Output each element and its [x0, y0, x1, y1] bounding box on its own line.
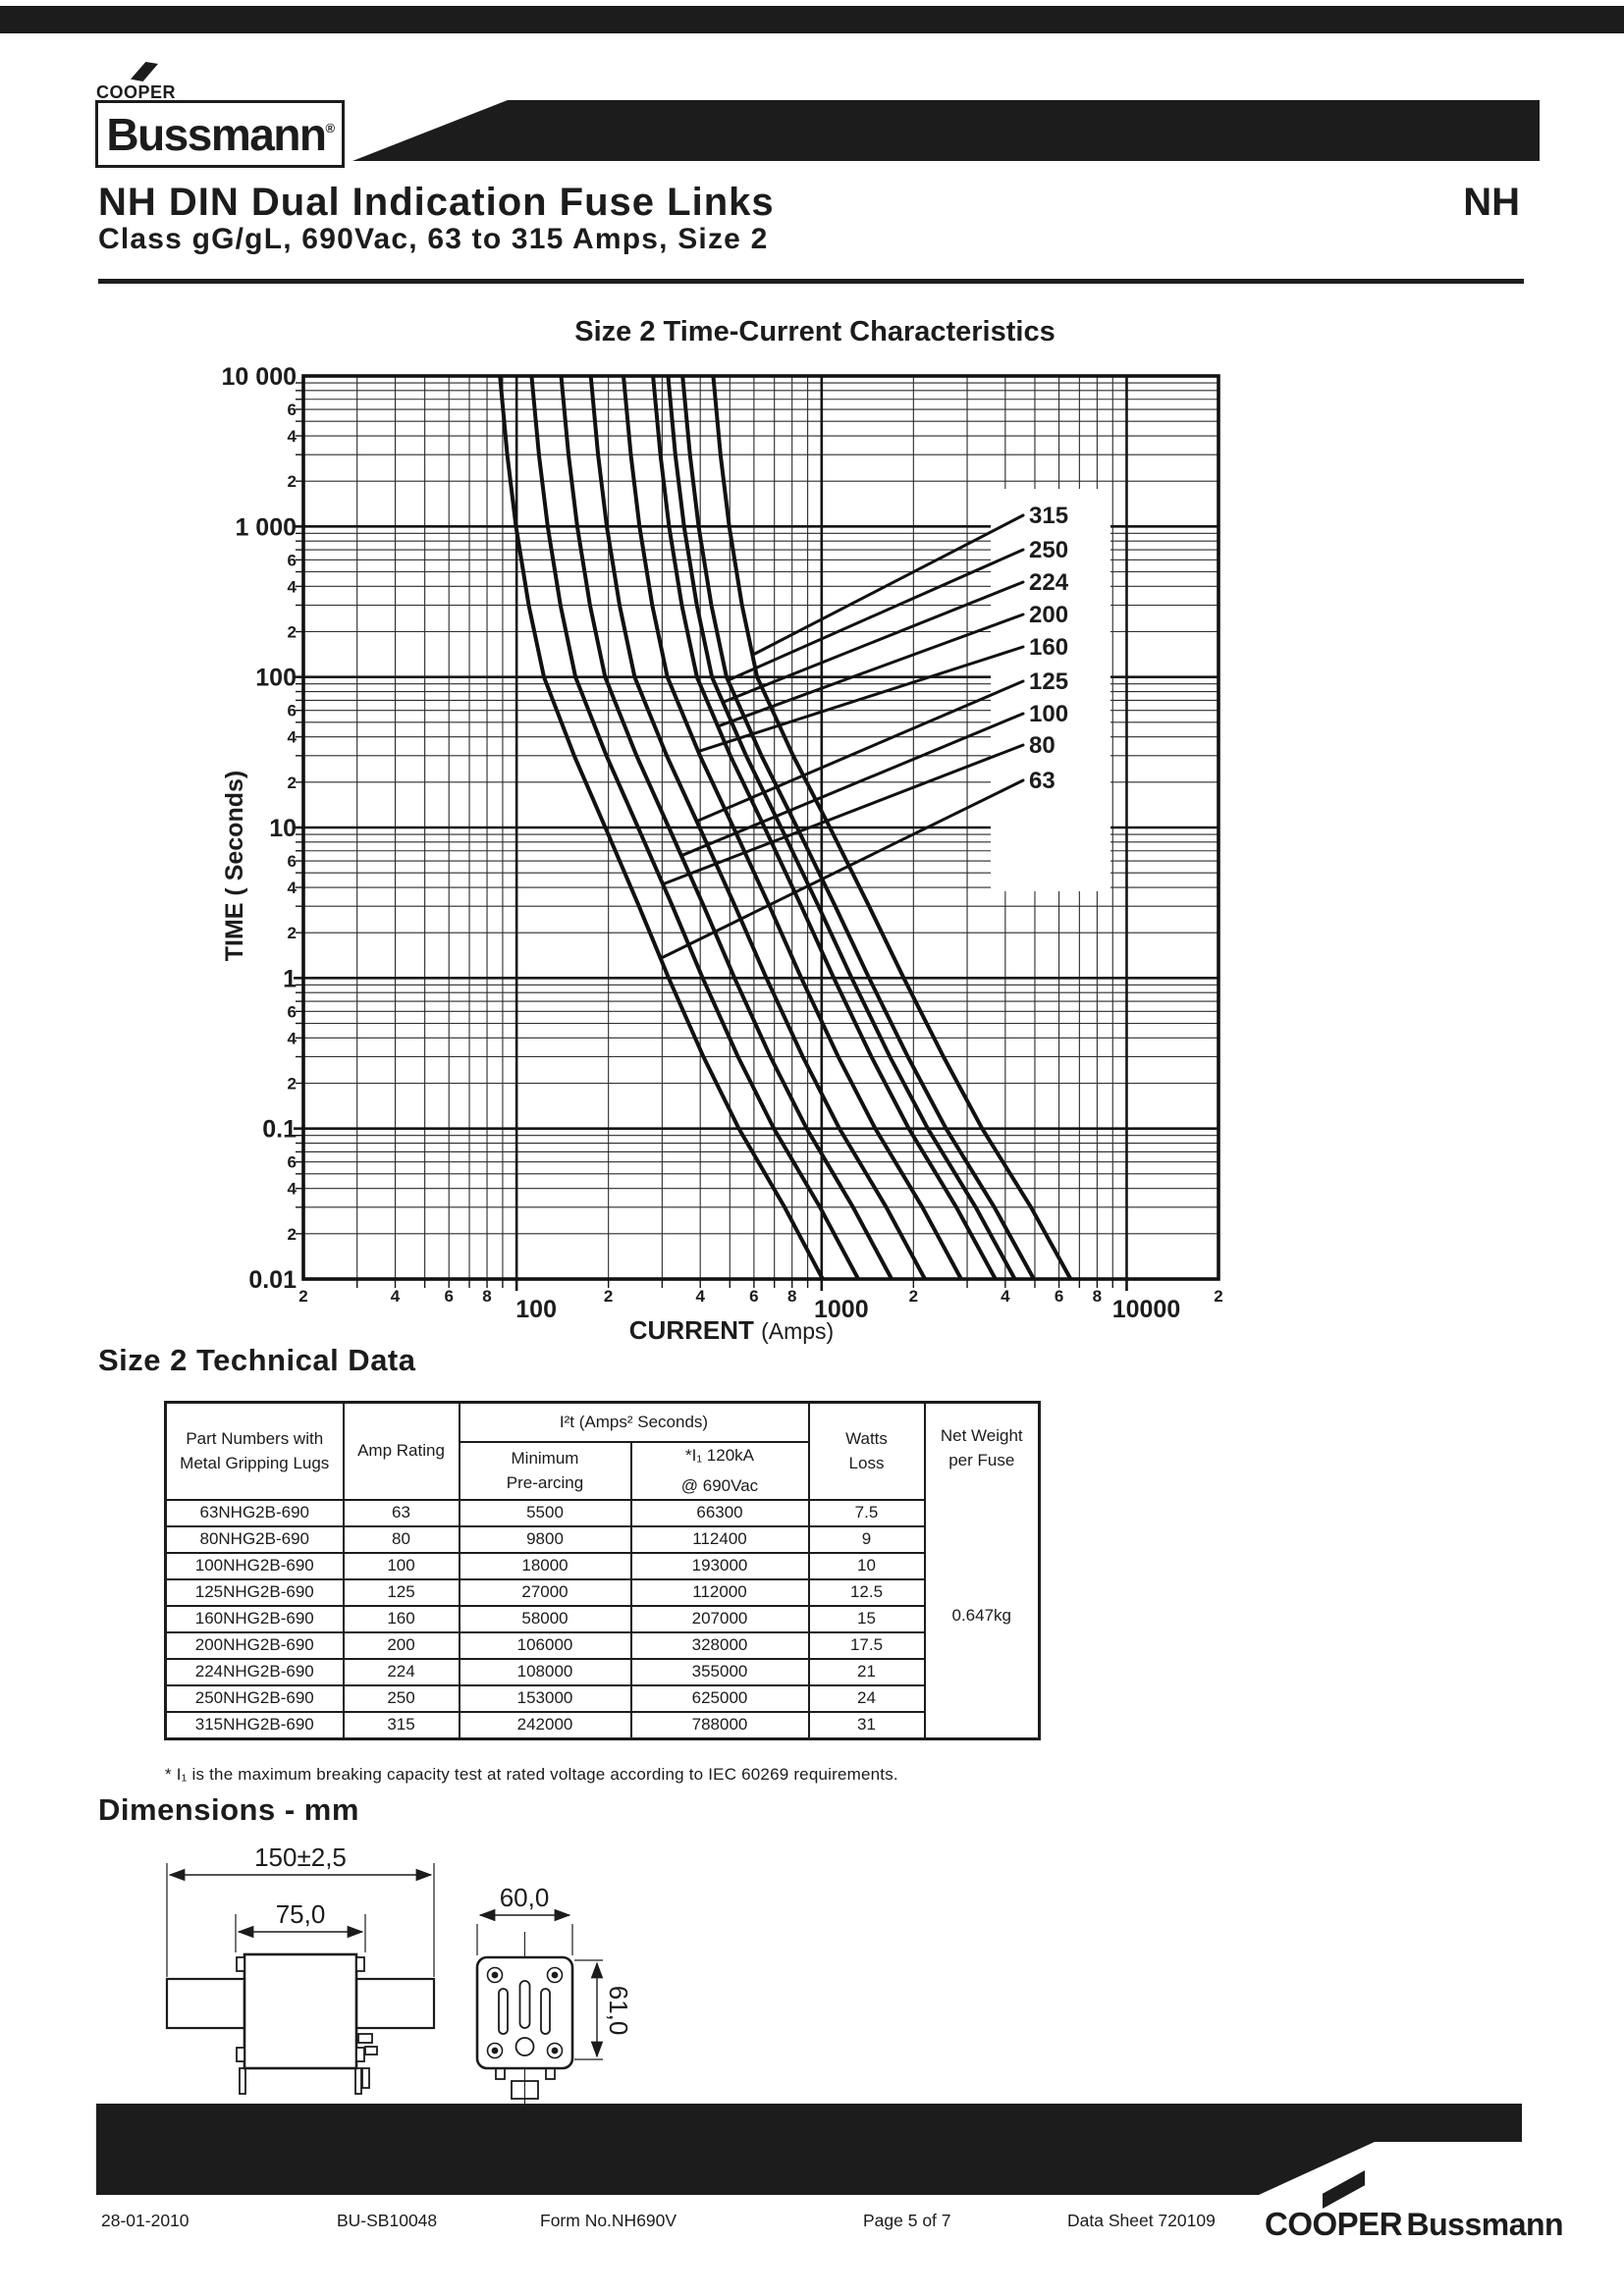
svg-text:6: 6 [287, 1002, 297, 1022]
svg-text:250: 250 [1029, 537, 1069, 563]
table-cell: 625000 [631, 1685, 809, 1712]
table-row [166, 1712, 1040, 1738]
footer-date: 28-01-2010 [101, 2211, 189, 2230]
dim-label-body: 75,0 [275, 1899, 326, 1929]
svg-text:2: 2 [287, 1224, 297, 1244]
svg-text:2: 2 [1214, 1287, 1223, 1306]
top-bar [0, 6, 1624, 33]
cooper-flag-icon [131, 62, 158, 81]
svg-text:4: 4 [287, 427, 297, 447]
table-cell: 242000 [460, 1712, 631, 1738]
table-cell: 250NHG2B-690 [166, 1685, 344, 1712]
bussmann-wordmark: Bussmann® [106, 108, 334, 160]
y-axis-title [221, 771, 248, 961]
time-current-chart [137, 294, 1286, 1389]
table-cell: 153000 [460, 1685, 631, 1712]
table-row [166, 1659, 1040, 1685]
table-cell: 58000 [460, 1606, 631, 1632]
cooper-wordmark: COOPER [96, 82, 177, 102]
svg-text:4: 4 [287, 1029, 297, 1048]
table-cell: 24 [809, 1685, 925, 1712]
table-cell: 100 [344, 1553, 460, 1579]
page-title-code: NH [1463, 181, 1520, 224]
table-cell: 31 [809, 1712, 925, 1738]
footer-datasheet-number: Data Sheet 720109 [1067, 2211, 1216, 2230]
svg-text:2: 2 [603, 1287, 614, 1306]
svg-text:8: 8 [786, 1287, 797, 1306]
col-header-min-prearcing: Minimum Pre-arcing [460, 1442, 631, 1500]
table-row [166, 1500, 1040, 1526]
end-plate [477, 1957, 572, 2068]
svg-text:2: 2 [287, 472, 297, 492]
fuse-blade-right [356, 1979, 434, 2028]
table-cell: 224 [344, 1659, 460, 1685]
table-cell: 112400 [631, 1526, 809, 1553]
svg-text:2: 2 [287, 622, 297, 642]
table-cell: 200 [344, 1632, 460, 1659]
svg-text:100: 100 [1029, 701, 1069, 727]
table-cell: 100NHG2B-690 [166, 1553, 344, 1579]
table-cell: 12.5 [809, 1579, 925, 1606]
svg-text:2: 2 [287, 1074, 297, 1094]
svg-text:1000: 1000 [814, 1296, 869, 1323]
table-row [166, 1526, 1040, 1553]
table-footnote: * I₁ is the maximum breaking capacity test at rated voltage according to IEC 60269 requirements. [165, 1765, 898, 1784]
table-cell: 207000 [631, 1606, 809, 1632]
svg-text:Size 2 Time-Current Characteri: Size 2 Time-Current Characteristics [574, 316, 1056, 347]
table-cell: 125 [344, 1579, 460, 1606]
table-header-row-1 [166, 1403, 1040, 1443]
svg-text:6: 6 [287, 701, 297, 721]
svg-text:4: 4 [695, 1287, 705, 1306]
bussmann-logo [95, 100, 345, 168]
table-cell: 160 [344, 1606, 460, 1632]
svg-text:4: 4 [287, 1179, 297, 1199]
technical-data-table [164, 1401, 1041, 1740]
svg-text:100: 100 [515, 1296, 558, 1323]
table-cell: 17.5 [809, 1632, 925, 1659]
svg-text:4: 4 [287, 577, 297, 597]
col-header-part-numbers: Part Numbers with Metal Gripping Lugs [166, 1403, 344, 1501]
table-cell: 5500 [460, 1500, 631, 1526]
dimensions-heading: Dimensions - mm [98, 1792, 359, 1827]
col-header-i2t-group: I²t (Amps² Seconds) [460, 1403, 809, 1443]
svg-text:10000: 10000 [1111, 1296, 1181, 1323]
svg-text:6: 6 [287, 1152, 297, 1172]
svg-text:6: 6 [287, 852, 297, 872]
dim-label-overall: 150±2,5 [254, 1842, 347, 1872]
svg-text:80: 80 [1029, 732, 1056, 759]
svg-text:8: 8 [1092, 1287, 1103, 1306]
table-cell: 250 [344, 1685, 460, 1712]
table-cell: 27000 [460, 1579, 631, 1606]
svg-text:200: 200 [1029, 602, 1069, 628]
table-row [166, 1553, 1040, 1579]
table-cell: 66300 [631, 1500, 809, 1526]
page-subtitle: Class gG/gL, 690Vac, 63 to 315 Amps, Size 2 [98, 223, 769, 255]
side-view-drawing [167, 1863, 434, 2094]
table-row [166, 1606, 1040, 1632]
svg-text:4: 4 [1001, 1287, 1010, 1306]
table-cell: 80 [344, 1526, 460, 1553]
svg-text:2: 2 [298, 1287, 308, 1306]
svg-text:4: 4 [287, 727, 297, 747]
svg-text:2: 2 [908, 1287, 919, 1306]
svg-text:224: 224 [1029, 569, 1069, 596]
table-cell: 328000 [631, 1632, 809, 1659]
footer-band [0, 2091, 1624, 2296]
svg-text:6: 6 [444, 1287, 454, 1306]
table-cell: 108000 [460, 1659, 631, 1685]
dim-label-end-height: 61,0 [604, 1985, 633, 2036]
technical-data-table-wrap [164, 1401, 1041, 1740]
footer-bu-number: BU-SB10048 [337, 2211, 438, 2230]
table-cell: 9 [809, 1526, 925, 1553]
col-header-i1-breaking: *I₁ 120kA @ 690Vac [631, 1442, 809, 1500]
svg-text:6: 6 [287, 400, 297, 420]
table-body [166, 1403, 1040, 1739]
table-cell: 106000 [460, 1632, 631, 1659]
table-cell: 7.5 [809, 1500, 925, 1526]
table-cell: 63 [344, 1500, 460, 1526]
table-cell: 315NHG2B-690 [166, 1712, 344, 1738]
table-cell: 315 [344, 1712, 460, 1738]
svg-text:63: 63 [1029, 768, 1056, 794]
fuse-blade-left [167, 1979, 244, 2028]
table-cell: 80NHG2B-690 [166, 1526, 344, 1553]
svg-text:125: 125 [1029, 668, 1069, 695]
svg-text:10: 10 [269, 815, 297, 842]
table-cell: 193000 [631, 1553, 809, 1579]
table-row [166, 1685, 1040, 1712]
table-row [166, 1579, 1040, 1606]
table-cell: 10 [809, 1553, 925, 1579]
svg-text:6: 6 [1054, 1287, 1064, 1306]
header-rule [98, 279, 1524, 284]
table-cell: 224NHG2B-690 [166, 1659, 344, 1685]
col-header-watts-loss: Watts Loss [809, 1403, 925, 1501]
svg-text:10 000: 10 000 [221, 363, 297, 391]
net-weight-value: 0.647kg [951, 1605, 1011, 1625]
gripping-lugs [237, 1957, 364, 2061]
svg-text:0.01: 0.01 [248, 1266, 297, 1294]
header-banner [352, 100, 1540, 161]
technical-data-heading: Size 2 Technical Data [98, 1343, 416, 1377]
svg-text:4: 4 [287, 879, 297, 898]
table-cell: 355000 [631, 1659, 809, 1685]
svg-text:TIME ( Seconds): TIME ( Seconds) [221, 770, 248, 962]
svg-text:2: 2 [287, 924, 297, 943]
table-cell: 160NHG2B-690 [166, 1606, 344, 1632]
table-cell: 21 [809, 1659, 925, 1685]
footer-bar [96, 2104, 1522, 2195]
svg-text:100: 100 [255, 664, 297, 692]
table-row [166, 1632, 1040, 1659]
table-cell: 9800 [460, 1526, 631, 1553]
footer-page-number: Page 5 of 7 [863, 2211, 951, 2230]
table-cell: 788000 [631, 1712, 809, 1738]
svg-text:8: 8 [482, 1287, 492, 1306]
svg-text:1: 1 [283, 965, 297, 993]
dim-label-end-width: 60,0 [499, 1883, 550, 1912]
col-header-amp-rating: Amp Rating [344, 1403, 460, 1501]
svg-text:1 000: 1 000 [235, 513, 297, 542]
table-cell: 63NHG2B-690 [166, 1500, 344, 1526]
svg-text:6: 6 [287, 551, 297, 570]
svg-text:2: 2 [287, 773, 297, 792]
table-cell: 200NHG2B-690 [166, 1632, 344, 1659]
chart-title [574, 316, 1055, 347]
table-cell: 112000 [631, 1579, 809, 1606]
table-cell: 125NHG2B-690 [166, 1579, 344, 1606]
footer-logo: COOPER Bussmann [1265, 2206, 1564, 2242]
col-net-weight-merged [925, 1403, 1040, 1739]
table-cell: 15 [809, 1606, 925, 1632]
svg-text:0.1: 0.1 [262, 1115, 297, 1144]
registered-mark: ® [325, 120, 334, 135]
svg-text:4: 4 [390, 1287, 401, 1306]
page-title: NH DIN Dual Indication Fuse Links [98, 181, 775, 224]
footer-form-number: Form No.NH690V [540, 2211, 677, 2230]
svg-text:160: 160 [1029, 634, 1069, 661]
fuse-body [244, 1954, 356, 2068]
col-header-net-weight: Net Weight per Fuse [940, 1426, 1023, 1469]
svg-text:6: 6 [749, 1287, 759, 1306]
svg-text:315: 315 [1029, 503, 1069, 529]
dimension-drawings [137, 1836, 668, 2130]
x-axis-title: CURRENT (Amps) [628, 1315, 835, 1345]
table-cell: 18000 [460, 1553, 631, 1579]
